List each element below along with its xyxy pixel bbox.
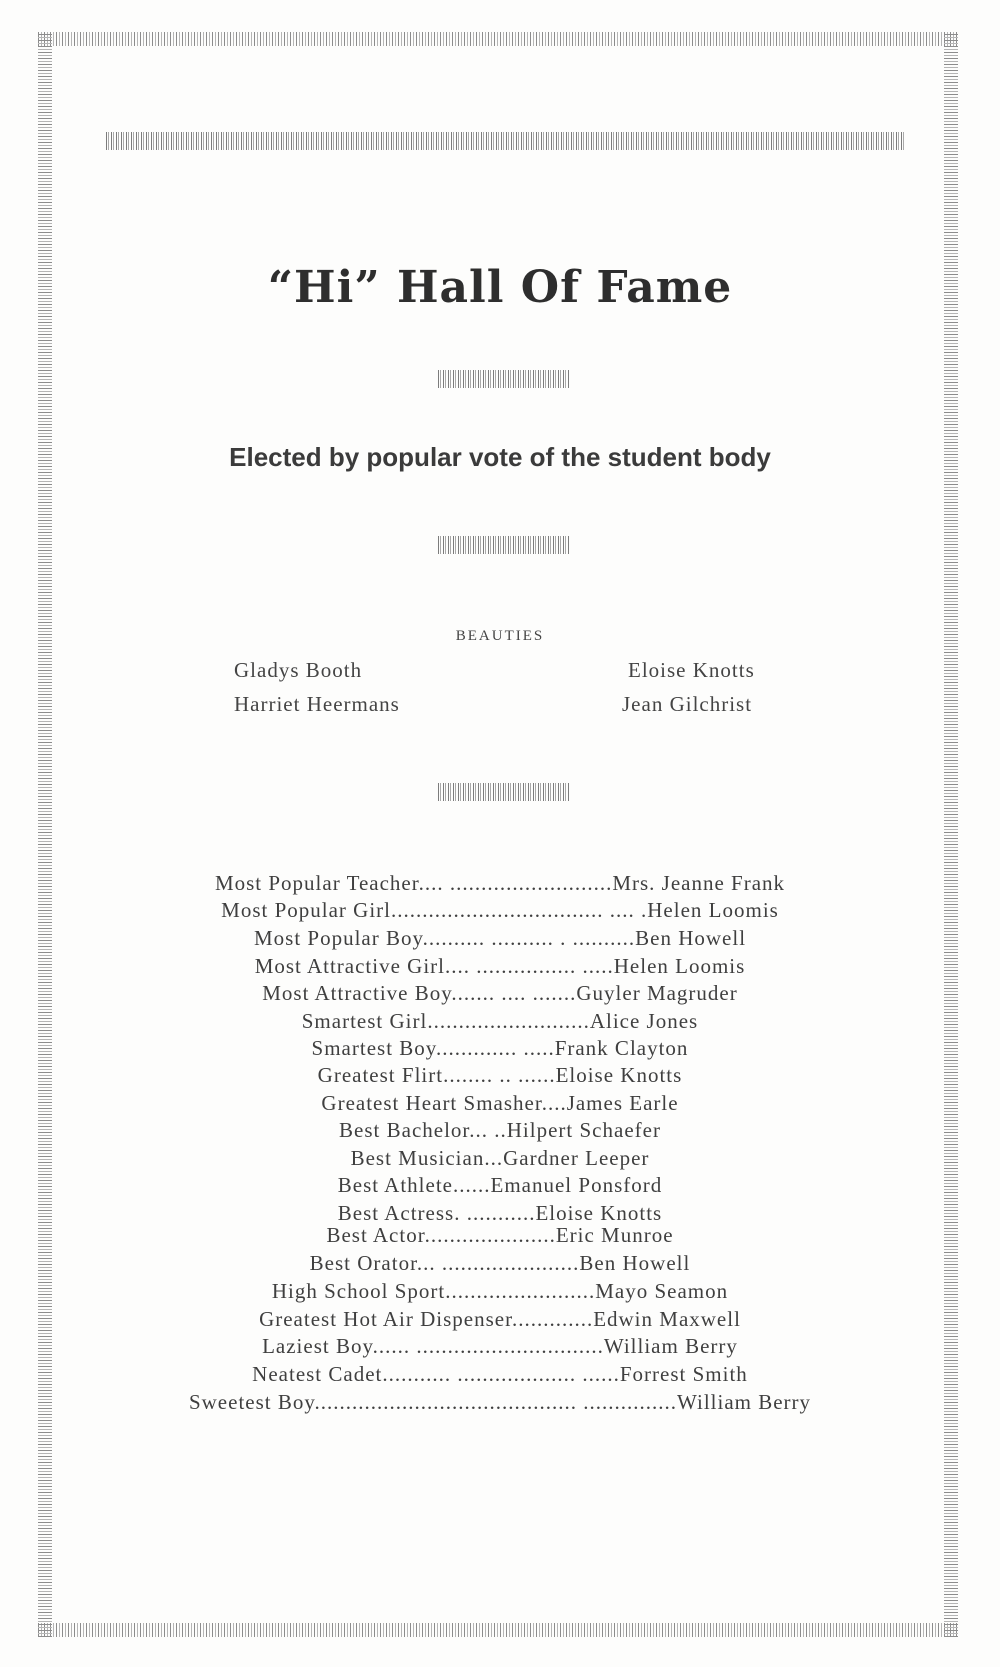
honor-title: Greatest Flirt: [317, 1063, 444, 1087]
honor-row: [0, 1145, 1000, 1171]
honor-title: Most Popular Teacher: [214, 871, 419, 895]
honor-title: Best Actress: [337, 1201, 455, 1225]
honor-winner: Helen Loomis: [647, 898, 779, 922]
honor-title: Most Popular Girl: [221, 898, 392, 922]
honor-title: Best Orator: [309, 1251, 417, 1275]
dot-leader: ....: [541, 1091, 567, 1115]
honor-row: [0, 1062, 1000, 1088]
honor-row: [0, 870, 1000, 896]
honor-winner: Mayo Seamon: [595, 1279, 729, 1303]
honor-winner: Forrest Smith: [619, 1362, 748, 1386]
page-subtitle: Elected by popular vote of the student body: [229, 442, 771, 472]
honor-row: [0, 1172, 1000, 1198]
dot-leader: ........................: [445, 1279, 596, 1303]
honor-row: [0, 953, 1000, 979]
dot-leader: ....... .... .......: [451, 981, 577, 1005]
honor-winner: William Berry: [603, 1334, 738, 1358]
honor-title: Smartest Girl: [301, 1009, 428, 1033]
honor-winner: Alice Jones: [589, 1009, 699, 1033]
ornament-divider-2: [438, 536, 570, 554]
dot-leader: .....................: [424, 1223, 556, 1247]
beauty-name: Jean Gilchrist: [622, 692, 753, 716]
honor-title: Best Bachelor: [339, 1118, 470, 1142]
honor-title: Most Attractive Girl: [254, 954, 445, 978]
honor-title: Best Musician: [350, 1146, 485, 1170]
honor-row: [0, 1090, 1000, 1116]
honor-title: Neatest Cadet: [252, 1362, 383, 1386]
honor-winner: Eric Munroe: [555, 1223, 674, 1247]
border-bottom: [38, 1623, 958, 1637]
honor-row: [0, 980, 1000, 1006]
honor-winner: Emanuel Ponsford: [490, 1173, 663, 1197]
honor-row: [0, 1008, 1000, 1034]
page-title: “Hi” Hall Of Fame: [267, 262, 733, 313]
honor-winner: Frank Clayton: [554, 1036, 689, 1060]
honor-winner: Guyler Magruder: [576, 981, 738, 1005]
beauties-heading: BEAUTIES: [455, 628, 545, 644]
honor-row: [0, 1278, 1000, 1304]
honor-row: [0, 925, 1000, 951]
dot-leader: ............. .....: [435, 1036, 555, 1060]
dot-leader: ........... ................... ......: [382, 1362, 620, 1386]
honor-title: Smartest Boy: [311, 1036, 436, 1060]
dot-leader: ... ......................: [416, 1251, 580, 1275]
honor-winner: Ben Howell: [579, 1251, 691, 1275]
honor-row: [0, 1035, 1000, 1061]
dot-leader: .... ................ .....: [445, 954, 614, 978]
top-ornament-divider: [106, 132, 906, 150]
honor-row: [0, 1361, 1000, 1387]
dot-leader: ......: [453, 1173, 491, 1197]
dot-leader: ...... ..............................: [372, 1334, 604, 1358]
honor-winner: James Earle: [566, 1091, 679, 1115]
dot-leader: .................................. .... .: [391, 898, 648, 922]
beauty-name: Gladys Booth: [234, 658, 363, 682]
honor-row: [0, 1117, 1000, 1143]
beauty-name: Harriet Heermans: [234, 692, 400, 716]
honor-title: Greatest Hot Air Dispenser: [259, 1307, 512, 1331]
honor-row: [0, 1306, 1000, 1332]
honor-row: [0, 897, 1000, 923]
honor-title: Laziest Boy: [262, 1334, 373, 1358]
honor-row: [0, 1333, 1000, 1359]
honor-title: Sweetest Boy: [188, 1390, 315, 1414]
dot-leader: ..........................: [427, 1009, 590, 1033]
honor-title: Best Actor: [326, 1223, 425, 1247]
honor-winner: Edwin Maxwell: [593, 1307, 741, 1331]
dot-leader: . ...........: [454, 1201, 536, 1225]
ornament-divider-3: [438, 783, 570, 801]
beauty-name: Eloise Knotts: [628, 658, 755, 682]
honor-winner: Hilpert Schaefer: [506, 1118, 661, 1142]
honor-title: Most Attractive Boy: [262, 981, 452, 1005]
dot-leader: ........ .. ......: [443, 1063, 556, 1087]
honor-row: [0, 1389, 1000, 1415]
dot-leader: .............: [511, 1307, 594, 1331]
dot-leader: .... ..........................: [418, 871, 613, 895]
honor-winner: Mrs. Jeanne Frank: [612, 871, 786, 895]
honor-winner: Gardner Leeper: [503, 1146, 650, 1170]
dot-leader: .......................................... ...............: [314, 1390, 677, 1414]
dot-leader: .......... .......... . ..........: [422, 926, 636, 950]
honor-winner: Helen Loomis: [613, 954, 746, 978]
honor-winner: Ben Howell: [635, 926, 747, 950]
honor-title: Most Popular Boy: [253, 926, 423, 950]
honor-title: Best Athlete: [337, 1173, 453, 1197]
honor-title: Greatest Heart Smasher: [321, 1091, 542, 1115]
ornament-divider-1: [438, 370, 570, 388]
honor-row: [0, 1222, 1000, 1248]
honor-winner: Eloise Knotts: [535, 1201, 663, 1225]
dot-leader: ... ..: [469, 1118, 507, 1142]
honor-title: High School Sport: [271, 1279, 446, 1303]
honor-row: [0, 1250, 1000, 1276]
border-top: [38, 32, 958, 46]
honor-winner: William Berry: [677, 1390, 812, 1414]
honor-winner: Eloise Knotts: [555, 1063, 683, 1087]
dot-leader: ...: [484, 1146, 504, 1170]
